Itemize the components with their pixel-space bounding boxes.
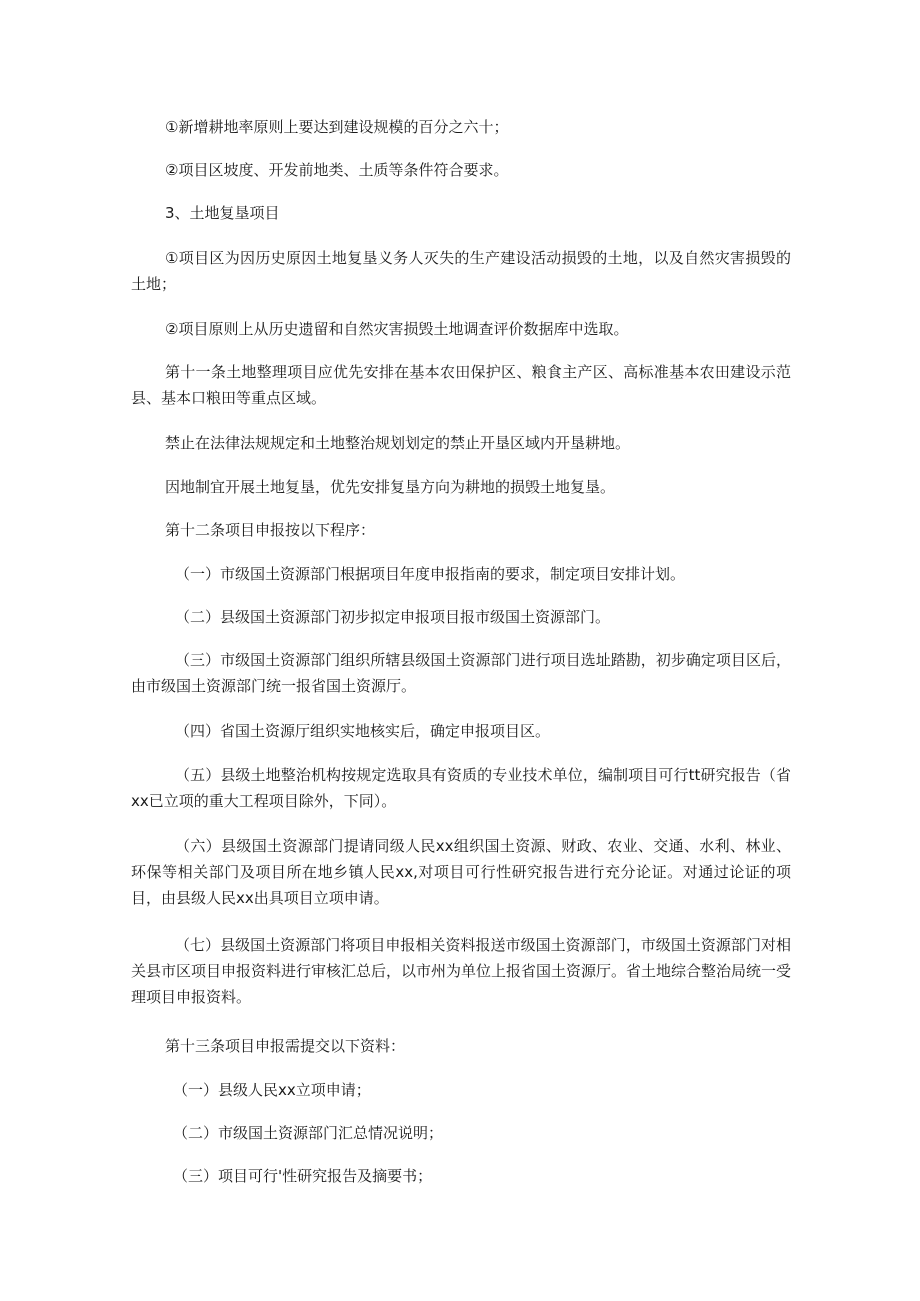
procedure-item-1: （一）市级国土资源部门根据项目年度申报指南的要求，制定项目安排计划。 xyxy=(175,565,686,583)
procedure-item-5: （五）县级土地整治机构按规定选取具有资质的专业技术单位，编制项目可行tt研究报告（省xx已立项的重大工程项目除外，下同）。 xyxy=(131,766,791,810)
paragraph-2: ②项目区坡度、开发前地类、土质等条件符合要求。 xyxy=(165,161,509,179)
paragraph-3: ①项目区为因历史原因土地复垦义务人灭失的生产建设活动损毁的土地，以及自然灾害损毁的土地； xyxy=(131,249,791,293)
material-item-1: （一）县级人民xx立项申请； xyxy=(173,1081,371,1099)
paragraph-6: 因地制宜开展土地复垦，优先安排复垦方向为耕地的损毁土地复垦。 xyxy=(165,478,616,496)
material-item-3: （三）项目可行'性研究报告及摘要书； xyxy=(173,1167,433,1185)
paragraph-5: 禁止在法律法规规定和土地整治规划划定的禁止开垦区域内开垦耕地。 xyxy=(165,434,631,452)
procedure-item-2: （二）县级国土资源部门初步拟定申报项目报市级国土资源部门。 xyxy=(175,608,611,626)
procedure-item-3: （三）市级国土资源部门组织所辖县级国土资源部门进行项目选址踏勘，初步确定项目区后，由市级国土资源部门统一报省国土资源厅。 xyxy=(131,651,791,695)
article-12: 第十二条项目申报按以下程序： xyxy=(165,521,376,539)
article-13: 第十三条项目申报需提交以下资料： xyxy=(165,1037,406,1055)
article-11: 第十一条土地整理项目应优先安排在基本农田保护区、粮食主产区、高标准基本农田建设示范县、基本口粮田等重点区域。 xyxy=(131,363,791,407)
procedure-item-6: （六）县级国土资源部门提请同级人民xx组织国土资源、财政、农业、交通、水利、林业、环保等相关部门及项目所在地乡镇人民xx,对项目可行性研究报告进行充分论证。对通过论证的项目，由县级人民xx出具项目立项申请。 xyxy=(131,837,791,907)
section-heading-land-reclamation: 3、土地复垦项目 xyxy=(165,204,280,222)
material-item-2: （二）市级国土资源部门汇总情况说明； xyxy=(173,1124,444,1142)
procedure-item-7: （七）县级国土资源部门将项目申报相关资料报送市级国土资源部门，市级国土资源部门对相关县市区项目申报资料进行审核汇总后，以市州为单位上报省国土资源厅。省土地综合整治局统一受理项目申报资料。 xyxy=(131,936,792,1006)
procedure-item-4: （四）省国土资源厅组织实地核实后，确定申报项目区。 xyxy=(175,722,551,740)
paragraph-1: ①新增耕地率原则上要达到建设规模的百分之六十； xyxy=(165,118,509,136)
paragraph-4: ②项目原则上从历史遗留和自然灾害损毁土地调查评价数据库中选取。 xyxy=(165,320,629,338)
